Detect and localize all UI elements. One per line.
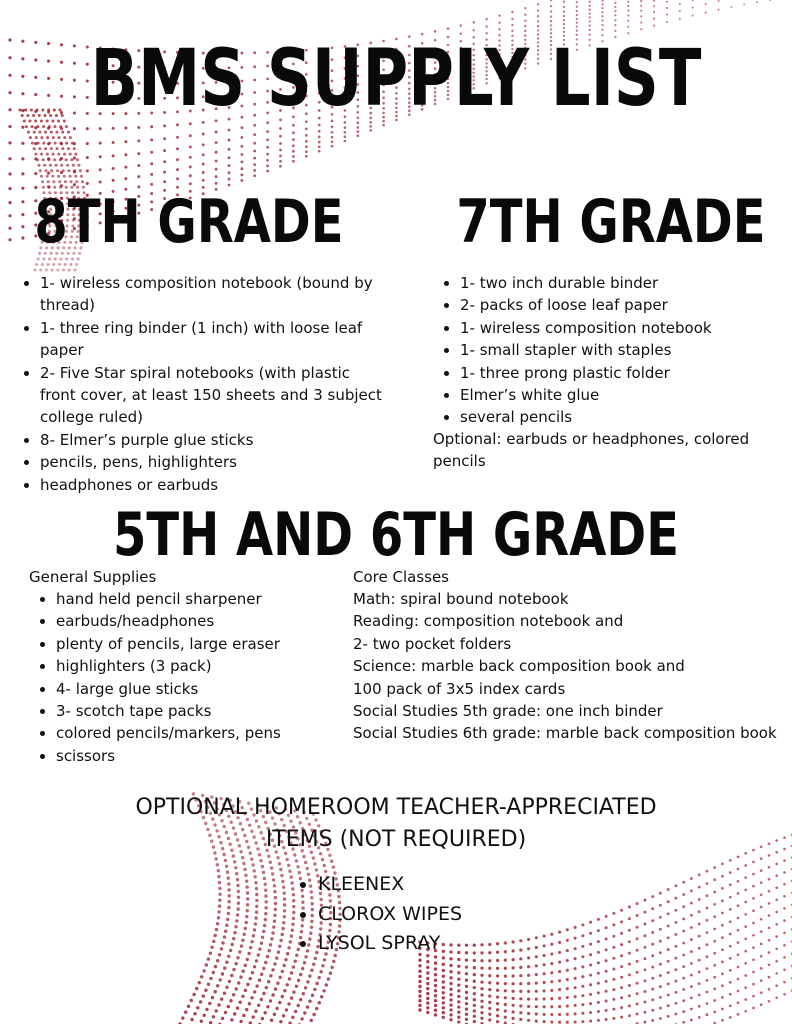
- optional-items-list: [300, 870, 578, 959]
- list-item: • scissors: [56, 745, 346, 767]
- core-class-line: 100 pack of 3x5 index cards: [353, 679, 566, 698]
- list-item: • 3- scotch tape packs: [56, 700, 346, 722]
- core-classes-label: Core Classes: [353, 568, 449, 586]
- core-class-line: 2- two pocket folders: [353, 634, 512, 653]
- list-item: • headphones or earbuds: [40, 474, 390, 496]
- list-item: • pencils, pens, highlighters: [40, 451, 390, 473]
- grade-7-supply-list: [442, 272, 780, 429]
- optional-items-title: OPTIONAL HOMEROOM TEACHER-APPRECIATED: [135, 795, 657, 820]
- optional-items-title-line-2: ITEMS (NOT REQUIRED): [265, 827, 527, 852]
- grade-8-supply-list: [22, 272, 390, 496]
- list-item: • Elmer’s white glue: [460, 384, 780, 406]
- page-title: BMS SUPPLY LIST: [90, 34, 702, 124]
- core-class-line: Math: spiral bound notebook: [353, 590, 569, 608]
- general-supplies-label: General Supplies: [29, 568, 157, 586]
- core-class-line: Reading: composition notebook and: [353, 612, 624, 631]
- list-item: • earbuds/headphones: [56, 610, 346, 632]
- list-item: • 8- Elmer’s purple glue sticks: [40, 429, 390, 451]
- list-item: • 4- large glue sticks: [56, 678, 346, 700]
- core-class-line: Social Studies 5th grade: one inch binder: [353, 702, 663, 721]
- core-classes-list: [353, 588, 792, 745]
- list-item: • 2- Five Star spiral notebooks (with plastic front cover, at least 150 sheets and 3 subject college ruled): [40, 362, 390, 429]
- list-item: • hand held pencil sharpener: [56, 588, 346, 610]
- list-item: • 1- wireless composition notebook (bound by thread): [40, 272, 390, 317]
- list-item: • KLEENEX: [318, 870, 578, 900]
- list-item: • 1- two inch durable binder: [460, 272, 780, 294]
- core-class-line: Science: marble back composition book and: [353, 657, 685, 676]
- general-supplies-list: [38, 588, 346, 767]
- list-item: • plenty of pencils, large eraser: [56, 633, 346, 655]
- core-class-line: Social Studies 6th grade: marble back composition book: [353, 724, 777, 743]
- list-item: • 2- packs of loose leaf paper: [460, 294, 780, 316]
- list-item: • several pencils: [460, 406, 780, 428]
- list-item: • 1- small stapler with staples: [460, 339, 780, 361]
- list-item: • highlighters (3 pack): [56, 655, 346, 677]
- grade-8-heading: 8TH GRADE: [34, 187, 344, 257]
- grade-7-optional-note: Optional: earbuds or headphones, colored pencils: [433, 430, 750, 471]
- list-item: • 1- wireless composition notebook: [460, 317, 780, 339]
- list-item: • colored pencils/markers, pens: [56, 722, 346, 744]
- list-item: • 1- three ring binder (1 inch) with loose leaf paper: [40, 317, 390, 362]
- list-item: • LYSOL SPRAY: [318, 929, 578, 959]
- list-item: • CLOROX WIPES: [318, 900, 578, 930]
- grade-7-heading: 7TH GRADE: [456, 187, 766, 257]
- grade-5-6-heading: 5TH AND 6TH GRADE: [112, 500, 680, 570]
- list-item: • 1- three prong plastic folder: [460, 362, 780, 384]
